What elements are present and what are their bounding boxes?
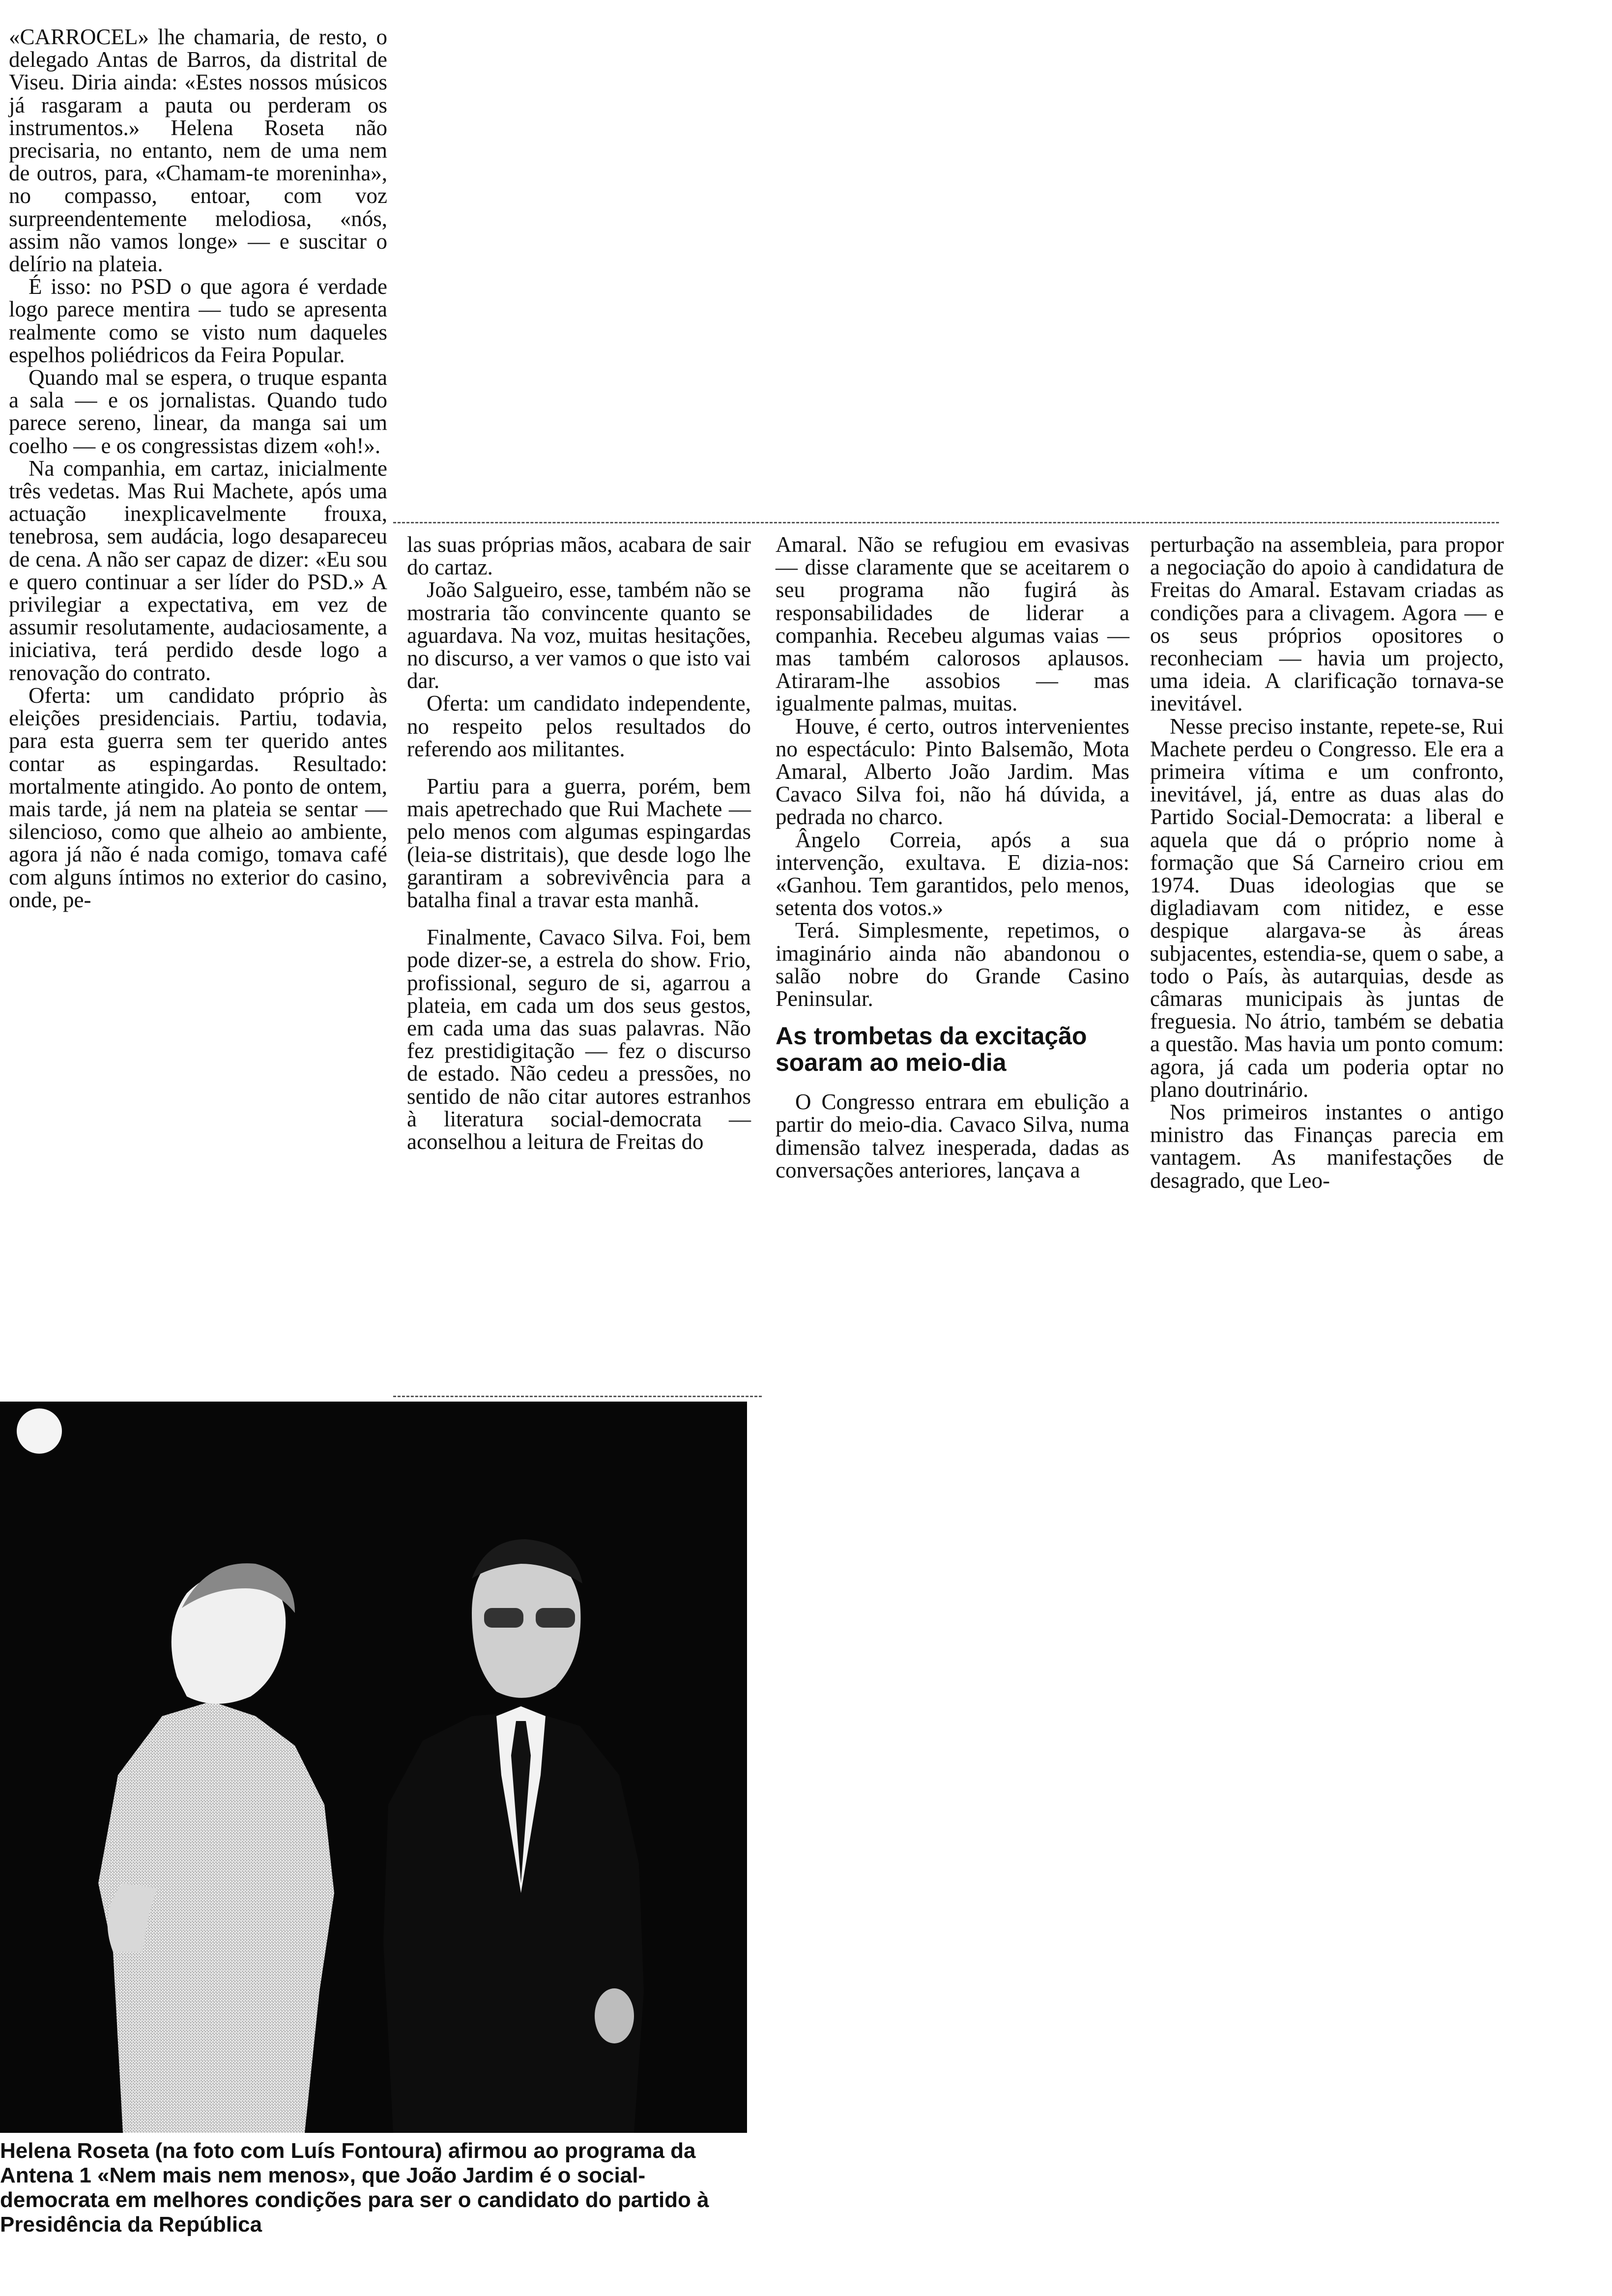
- paragraph: Houve, é certo, outros intervenientes no espectáculo: Pinto Balsemão, Mota Amaral, Alberto João Jardim. Mas Cavaco Silva foi, não há dúvida, a pedrada no charco.: [776, 714, 1129, 830]
- paragraph: João Salgueiro, esse, também não se mostraria tão convincente quanto se aguardava. Na voz, muitas hesitações, no discurso, a ver vamos o que isto vai dar.: [407, 577, 751, 693]
- paragraph: Terá. Simplesmente, repetimos, o imaginário ainda não abandonou o salão nobre do Grande Casino Peninsular.: [776, 918, 1129, 1011]
- paragraph: «CARROCEL» lhe chamaria, de resto, o delegado Antas de Barros, da distrital de Viseu. Diria ainda: «Estes nossos músicos já rasgaram a pauta ou perderam os instrumentos.» Helena Roseta não precisaria, no entanto, nem de uma nem de outros, para, «Chamam-te moreninha», no compasso, entoar, com voz surpreendentemente melodiosa, «nós, assim não vamos longe» — e suscitar o delírio na plateia.: [9, 25, 387, 277]
- paragraph: Na companhia, em cartaz, inicialmente três vedetas. Mas Rui Machete, após uma actuação inexplicavelmente frouxa, tenebrosa, sem audácia, logo desapareceu de cena. A não ser capaz de dizer: «Eu sou e quero continuar a ser líder do PSD.» A privilegiar a expectativa, em vez de assumir resolutamente, audaciosamente, a iniciativa, terá perdido desde logo a renovação do contrato.: [9, 456, 387, 685]
- column-divider: [393, 522, 1499, 523]
- paragraph: perturbação na assembleia, para propor a negociação do apoio à candidatura de Freitas do Amaral. Estavam criadas as condições para a clivagem. Agora — e os seus próprios opositores o reconheciam — havia um projecto, uma ideia. A clarificação tornava-se inevitável.: [1150, 532, 1504, 716]
- paragraph: Oferta: um candidato próprio às eleições presidenciais. Partiu, todavia, para esta guerra sem ter querido antes contar as espingardas. Resultado: mortalmente atingido. Ao ponto de ontem, mais tarde, já nem na plateia se sentar — silencioso, como que alheio ao ambiente, agora já não é nada comigo, tomava café com alguns íntimos no exterior do casino, onde, pe-: [9, 683, 387, 912]
- news-photo: [0, 1402, 747, 2133]
- paragraph: O Congresso entrara em ebulição a partir do meio-dia. Cavaco Silva, numa dimensão talvez inesperada, dadas as conversações anteriores, lançava a: [776, 1090, 1129, 1182]
- paragraph: Oferta: um candidato independente, no respeito pelos resultados do referendo aos militantes.: [407, 691, 751, 761]
- paragraph: É isso: no PSD o que agora é verdade logo parece mentira — tudo se apresenta realmente como se visto num daqueles espelhos poliédricos da Feira Popular.: [9, 274, 387, 367]
- article-column-2: [407, 533, 751, 1153]
- section-subheading: As trombetas da excitação soaram ao meio-dia: [776, 1022, 1087, 1077]
- paragraph: Amaral. Não se refugiou em evasivas — disse claramente que se aceitarem o seu programa não fugirá às responsabilidades de liderar a companhia. Recebeu algumas vaias — mas também calorosos aplausos. Atiraram-lhe assobios — mas igualmente palmas, muitas.: [776, 532, 1129, 716]
- column-divider: [393, 1396, 762, 1397]
- article-column-4: [1150, 533, 1504, 1192]
- paragraph: Finalmente, Cavaco Silva. Foi, bem pode dizer-se, a estrela do show. Frio, profissional, seguro de si, agarrou a plateia, em cada um dos seus gestos, em cada uma das suas palavras. Não fez prestidigitação — fez o discurso de estado. Não cedeu a pressões, no sentido de não citar autores estranhos à literatura social-democrata — aconselhou a leitura de Freitas do: [407, 925, 751, 1154]
- photo-caption: [0, 2139, 747, 2237]
- article-column-3: [776, 533, 1129, 1181]
- paragraph: Quando mal se espera, o truque espanta a sala — e os jornalistas. Quando tudo parece sereno, linear, da manga sai um coelho — e os congressistas dizem «oh!».: [9, 365, 387, 458]
- paragraph: Nesse preciso instante, repete-se, Rui Machete perdeu o Congresso. Ele era a primeira vítima e um confronto, inevitável, já, entre as duas alas do Partido Social-Democrata: a liberal e aquela que dá o próprio nome à formação que Sá Carneiro criou em 1974. Duas ideologias que se digladiavam com nitidez, e esse despique alargava-se às áreas subjacentes, estendia-se, quem o sabe, a todo o País, às autarquias, desde as câmaras municipais às juntas de freguesia. No átrio, também se debatia a questão. Mas havia um ponto comum: agora, já cada um poderia optar no plano doutrinário.: [1150, 714, 1504, 1102]
- caption-text: Helena Roseta (na foto com Luís Fontoura) afirmou ao programa da Antena 1 «Nem mais nem menos», que João Jardim é o social-democrata em melhores condições para ser o candidato do partido à Presidência da República: [0, 2139, 709, 2237]
- article-column-1: [9, 26, 387, 911]
- paragraph: Partiu para a guerra, porém, bem mais apetrechado que Rui Machete — pelo menos com algumas espingardas (leia-se distritais), que desde logo lhe garantiram a sobrevivência para a batalha final a travar esta manhã.: [407, 774, 751, 913]
- paragraph: Nos primeiros instantes o antigo ministro das Finanças parecia em vantagem. As manifestações de desagrado, que Leo-: [1150, 1100, 1504, 1193]
- paragraph: las suas próprias mãos, acabara de sair do cartaz.: [407, 532, 751, 580]
- photo-image: [0, 1402, 747, 2133]
- paragraph: Ângelo Correia, após a sua intervenção, exultava. E dizia-nos: «Ganhou. Tem garantidos, pelo menos, setenta dos votos.»: [776, 827, 1129, 920]
